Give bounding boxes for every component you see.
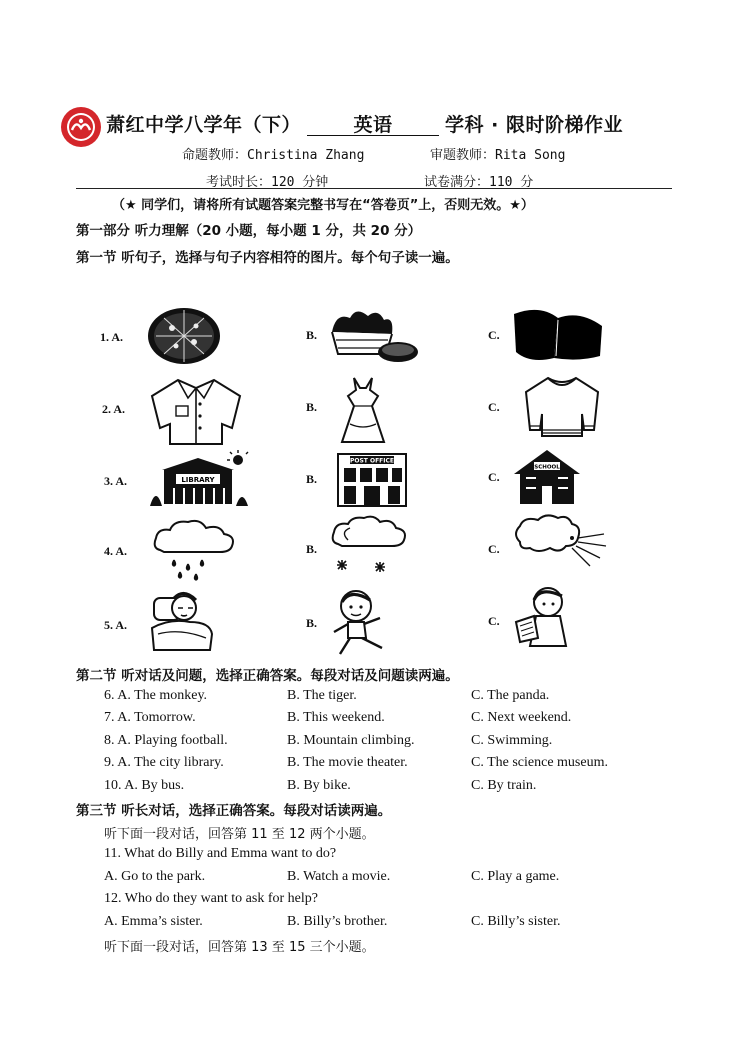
reading-child-icon [512,584,578,654]
bread-icon [510,304,606,364]
school-sign: SCHOOL [534,464,560,471]
section2-title: 第二节 听对话及问题，选择正确答案。每段对话及问题读两遍。 [76,668,459,684]
q2-label-c: C. [488,400,500,414]
q4-label-a: 4. A. [104,544,128,558]
q5-label-b: B. [306,616,318,630]
q10-option-a: 10. A. By bus. [104,778,185,793]
post-office-icon [336,450,408,508]
cake-icon [326,304,420,366]
subject-name: 英语 [307,115,439,136]
q4-label-c: C. [488,542,500,556]
q10-option-c: C. By train. [471,778,537,793]
q1-label-c: C. [488,328,500,342]
section3-title: 第三节 听长对话，选择正确答案。每段对话读两遍。 [76,803,392,819]
q7-option-a: 7. A. Tomorrow. [104,710,196,725]
title-suffix: 学科 · 限时阶梯作业 [445,114,623,136]
notice: （★ 同学们，请将所有试题答案完整书写在“答卷页”上，否则无效。★） [112,198,534,213]
q6-option-a: 6. A. The monkey. [104,688,208,703]
page-title [106,110,623,137]
q8-option-c: C. Swimming. [471,733,553,748]
post-office-sign: POST OFFICE [349,457,395,465]
q9-option-b: B. The movie theater. [287,755,408,770]
snow-icon [330,514,408,578]
q9-option-c: C. The science museum. [471,755,608,770]
q8-option-b: B. Mountain climbing. [287,733,415,748]
q11-stem: 11. What do Billy and Emma want to do? [104,846,337,861]
library-sign: LIBRARY [181,476,215,484]
running-child-icon [330,588,390,658]
dialogue1-intro: 听下面一段对话，回答第 11 至 12 两个小题。 [104,827,375,842]
q3-label-b: B. [306,472,318,486]
library-icon [150,450,250,508]
pizza-icon [146,306,222,366]
q3-label-a: 3. A. [104,474,128,488]
q4-label-b: B. [306,542,318,556]
q11-option-a: A. Go to the park. [104,869,206,884]
q6-option-b: B. The tiger. [287,688,357,703]
q6-option-c: C. The panda. [471,688,550,703]
dress-icon [340,376,386,446]
q2-label-a: 2. A. [102,402,126,416]
q12-option-a: A. Emma’s sister. [104,914,203,929]
title-row [60,104,700,148]
author-label: 命题教师：Christina Zhang [182,148,365,163]
reviewer-label: 审题教师：Rita Song [430,148,566,163]
q5-label-c: C. [488,614,500,628]
rain-icon [150,518,236,582]
part1-title: 第一部分 听力理解（20 小题，每小题 1 分，共 20 分） [76,223,422,239]
q1-label-b: B. [306,328,318,342]
q1-label-a: 1. A. [100,330,124,344]
shirt-icon [148,376,244,446]
q12-option-b: B. Billy’s brother. [287,914,388,929]
sweater-icon [522,374,602,440]
q12-option-c: C. Billy’s sister. [471,914,561,929]
score-label: 试卷满分：110 分 [424,175,534,190]
q8-option-a: 8. A. Playing football. [104,733,228,748]
time-label: 考试时长：120 分钟 [206,175,329,190]
q7-option-c: C. Next weekend. [471,710,572,725]
q9-option-a: 9. A. The city library. [104,755,224,770]
dialogue2-intro: 听下面一段对话，回答第 13 至 15 三个小题。 [104,940,375,955]
q5-label-a: 5. A. [104,618,128,632]
q2-label-b: B. [306,400,318,414]
q12-stem: 12. Who do they want to ask for help? [104,891,318,906]
sleeping-child-icon [150,588,216,654]
school-logo-icon [60,106,102,148]
q10-option-b: B. By bike. [287,778,351,793]
section1-title: 第一节 听句子，选择与句子内容相符的图片。每个句子读一遍。 [76,250,459,266]
school-name: 萧红中学八学年（下） [106,114,302,136]
q11-option-b: B. Watch a movie. [287,869,391,884]
school-icon [512,448,582,506]
q7-option-b: B. This weekend. [287,710,385,725]
q3-label-c: C. [488,470,500,484]
header-divider [76,188,672,189]
q11-option-c: C. Play a game. [471,869,560,884]
wind-icon [512,512,608,576]
